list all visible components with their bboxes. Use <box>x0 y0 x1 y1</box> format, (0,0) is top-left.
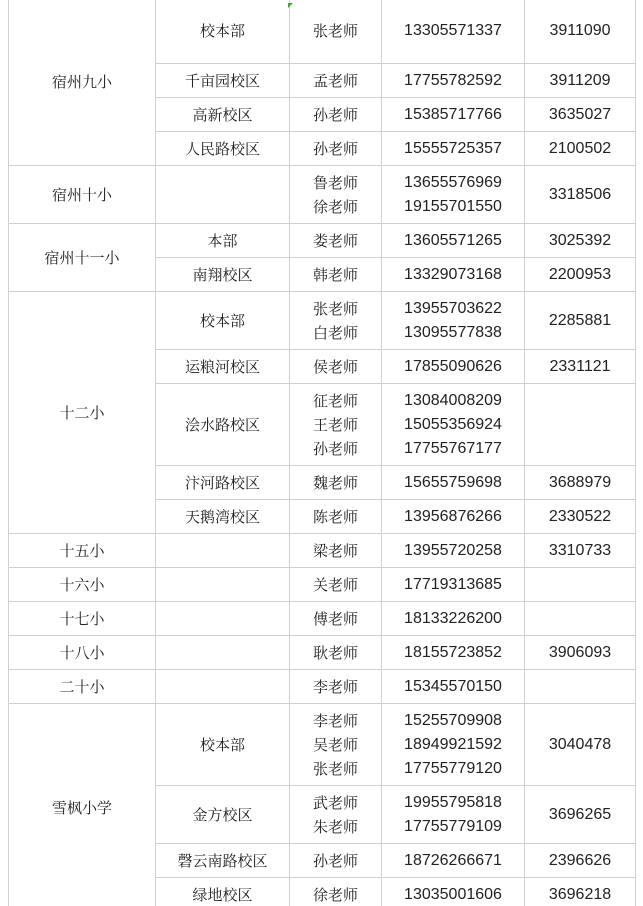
mobile-phone-cell <box>382 602 525 636</box>
teacher-name: 梁老师 <box>312 541 358 560</box>
mobile-phone-number: 17755782592 <box>404 71 502 89</box>
campus-cell: 天鹅湾校区 <box>156 500 290 534</box>
mobile-phone-cell <box>382 132 525 166</box>
mobile-phone-cell <box>382 166 525 224</box>
mobile-phone-cell <box>382 64 525 98</box>
school-name-cell: 十七小 <box>9 602 156 636</box>
landline-cell: 3696218 <box>525 878 636 906</box>
landline-cell: 3310733 <box>525 534 636 568</box>
mobile-phone-number: 13035001606 <box>404 885 502 903</box>
campus-cell <box>156 670 290 704</box>
mobile-phone-number: 17755767177 <box>404 439 502 457</box>
mobile-phone-number: 15055356924 <box>404 415 502 433</box>
mobile-phone-number: 13329073168 <box>404 265 502 283</box>
teacher-name: 韩老师 <box>312 265 358 284</box>
landline-cell <box>525 670 636 704</box>
teacher-name: 徐老师 <box>312 885 358 904</box>
mobile-phone-number: 18155723852 <box>404 643 502 661</box>
school-name-cell: 十六小 <box>9 568 156 602</box>
mobile-phone-cell <box>382 98 525 132</box>
campus-cell: 汴河路校区 <box>156 466 290 500</box>
teacher-name: 武老师 <box>312 793 358 812</box>
teacher-cell <box>290 786 382 844</box>
mobile-phone-number: 19155701550 <box>404 197 502 215</box>
landline-cell <box>525 384 636 466</box>
mobile-phone-number: 13095577838 <box>404 323 502 341</box>
mobile-phone-number: 19955795818 <box>404 793 502 811</box>
teacher-name: 傅老师 <box>312 609 358 628</box>
mobile-phone-number: 17755779109 <box>404 817 502 835</box>
landline-cell: 2330522 <box>525 500 636 534</box>
campus-cell: 绿地校区 <box>156 878 290 906</box>
teacher-name: 孙老师 <box>312 439 358 458</box>
landline-cell: 3696265 <box>525 786 636 844</box>
teacher-name: 耿老师 <box>312 643 358 662</box>
school-name-cell: 二十小 <box>9 670 156 704</box>
table-row <box>9 602 636 636</box>
landline-cell: 2396626 <box>525 844 636 878</box>
mobile-phone-cell <box>382 878 525 906</box>
mobile-phone-number: 17719313685 <box>404 575 502 593</box>
teacher-cell <box>290 670 382 704</box>
mobile-phone-number: 13605571265 <box>404 231 502 249</box>
school-name-cell: 宿州十一小 <box>9 224 156 292</box>
teacher-name: 孙老师 <box>312 851 358 870</box>
teacher-name: 张老师 <box>312 759 358 778</box>
school-name-cell: 宿州十小 <box>9 166 156 224</box>
teacher-cell <box>290 350 382 384</box>
teacher-cell <box>290 132 382 166</box>
school-name-cell: 十五小 <box>9 534 156 568</box>
mobile-phone-number: 13655576969 <box>404 173 502 191</box>
campus-cell: 校本部 <box>156 704 290 786</box>
mobile-phone-number: 13084008209 <box>404 391 502 409</box>
table-row <box>9 704 636 786</box>
landline-cell <box>525 568 636 602</box>
mobile-phone-number: 17855090626 <box>404 357 502 375</box>
mobile-phone-number: 13956876266 <box>404 507 502 525</box>
teacher-cell <box>290 636 382 670</box>
campus-cell <box>156 166 290 224</box>
campus-cell: 高新校区 <box>156 98 290 132</box>
landline-cell: 3318506 <box>525 166 636 224</box>
teacher-name: 征老师 <box>312 391 358 410</box>
teacher-cell <box>290 844 382 878</box>
campus-cell: 校本部 <box>156 0 290 64</box>
cell-comment-marker <box>288 3 293 8</box>
teacher-name: 李老师 <box>312 677 358 696</box>
landline-cell: 3911090 <box>525 0 636 64</box>
mobile-phone-cell <box>382 704 525 786</box>
landline-cell <box>525 602 636 636</box>
landline-cell: 2285881 <box>525 292 636 350</box>
teacher-name: 鲁老师 <box>312 173 358 192</box>
school-name-cell: 雪枫小学 <box>9 704 156 906</box>
campus-cell: 磬云南路校区 <box>156 844 290 878</box>
teacher-name: 孟老师 <box>312 71 358 90</box>
mobile-phone-cell <box>382 258 525 292</box>
teacher-cell <box>290 98 382 132</box>
mobile-phone-number: 15255709908 <box>404 711 502 729</box>
mobile-phone-cell <box>382 500 525 534</box>
mobile-phone-number: 15555725357 <box>404 139 502 157</box>
teacher-name: 孙老师 <box>312 139 358 158</box>
mobile-phone-cell <box>382 568 525 602</box>
mobile-phone-cell <box>382 534 525 568</box>
teacher-cell <box>290 704 382 786</box>
table-row <box>9 224 636 258</box>
teacher-cell <box>290 224 382 258</box>
teacher-cell <box>290 64 382 98</box>
mobile-phone-number: 18133226200 <box>404 609 502 627</box>
table-row <box>9 568 636 602</box>
teacher-cell <box>290 258 382 292</box>
table-row <box>9 0 636 64</box>
mobile-phone-cell <box>382 292 525 350</box>
campus-cell <box>156 534 290 568</box>
teacher-cell <box>290 0 382 64</box>
mobile-phone-number: 17755779120 <box>404 759 502 777</box>
teacher-name: 张老师 <box>312 21 358 40</box>
campus-cell: 金方校区 <box>156 786 290 844</box>
mobile-phone-cell <box>382 786 525 844</box>
teacher-cell <box>290 568 382 602</box>
mobile-phone-number: 13955720258 <box>404 541 502 559</box>
landline-cell: 3025392 <box>525 224 636 258</box>
school-contact-table <box>8 0 636 906</box>
mobile-phone-number: 15385717766 <box>404 105 502 123</box>
mobile-phone-cell <box>382 636 525 670</box>
teacher-cell <box>290 384 382 466</box>
school-name-cell: 十二小 <box>9 292 156 534</box>
teacher-cell <box>290 500 382 534</box>
teacher-name: 陈老师 <box>312 507 358 526</box>
teacher-name: 关老师 <box>312 575 358 594</box>
mobile-phone-number: 13305571337 <box>404 21 502 39</box>
mobile-phone-number: 15655759698 <box>404 473 502 491</box>
school-name-cell: 宿州九小 <box>9 0 156 166</box>
campus-cell: 南翔校区 <box>156 258 290 292</box>
campus-cell: 千亩园校区 <box>156 64 290 98</box>
mobile-phone-number: 15345570150 <box>404 677 502 695</box>
teacher-cell <box>290 602 382 636</box>
teacher-cell <box>290 878 382 906</box>
teacher-name: 魏老师 <box>312 473 358 492</box>
landline-cell: 3688979 <box>525 466 636 500</box>
landline-cell: 2200953 <box>525 258 636 292</box>
campus-cell: 人民路校区 <box>156 132 290 166</box>
landline-cell: 3911209 <box>525 64 636 98</box>
campus-cell: 校本部 <box>156 292 290 350</box>
table-row <box>9 636 636 670</box>
teacher-name: 李老师 <box>312 711 358 730</box>
table-row <box>9 166 636 224</box>
landline-cell: 2331121 <box>525 350 636 384</box>
landline-cell: 2100502 <box>525 132 636 166</box>
mobile-phone-number: 18726266671 <box>404 851 502 869</box>
teacher-name: 娄老师 <box>312 231 358 250</box>
teacher-name: 孙老师 <box>312 105 358 124</box>
mobile-phone-cell <box>382 670 525 704</box>
campus-cell: 运粮河校区 <box>156 350 290 384</box>
campus-cell: 本部 <box>156 224 290 258</box>
teacher-cell <box>290 292 382 350</box>
campus-cell: 浍水路校区 <box>156 384 290 466</box>
mobile-phone-cell <box>382 384 525 466</box>
mobile-phone-cell <box>382 466 525 500</box>
teacher-name: 王老师 <box>312 415 358 434</box>
school-name-cell: 十八小 <box>9 636 156 670</box>
landline-cell: 3906093 <box>525 636 636 670</box>
table-row <box>9 292 636 350</box>
table-row <box>9 670 636 704</box>
campus-cell <box>156 636 290 670</box>
campus-cell <box>156 568 290 602</box>
teacher-name: 朱老师 <box>312 817 358 836</box>
mobile-phone-cell <box>382 844 525 878</box>
mobile-phone-cell <box>382 224 525 258</box>
teacher-name: 侯老师 <box>312 357 358 376</box>
landline-cell: 3635027 <box>525 98 636 132</box>
teacher-cell <box>290 466 382 500</box>
landline-cell: 3040478 <box>525 704 636 786</box>
teacher-name: 张老师 <box>312 299 358 318</box>
teacher-cell <box>290 534 382 568</box>
campus-cell <box>156 602 290 636</box>
teacher-name: 白老师 <box>312 323 358 342</box>
mobile-phone-number: 18949921592 <box>404 735 502 753</box>
teacher-name: 吴老师 <box>312 735 358 754</box>
mobile-phone-cell <box>382 350 525 384</box>
table-row <box>9 534 636 568</box>
teacher-name: 徐老师 <box>312 197 358 216</box>
mobile-phone-cell <box>382 0 525 64</box>
mobile-phone-number: 13955703622 <box>404 299 502 317</box>
teacher-cell <box>290 166 382 224</box>
